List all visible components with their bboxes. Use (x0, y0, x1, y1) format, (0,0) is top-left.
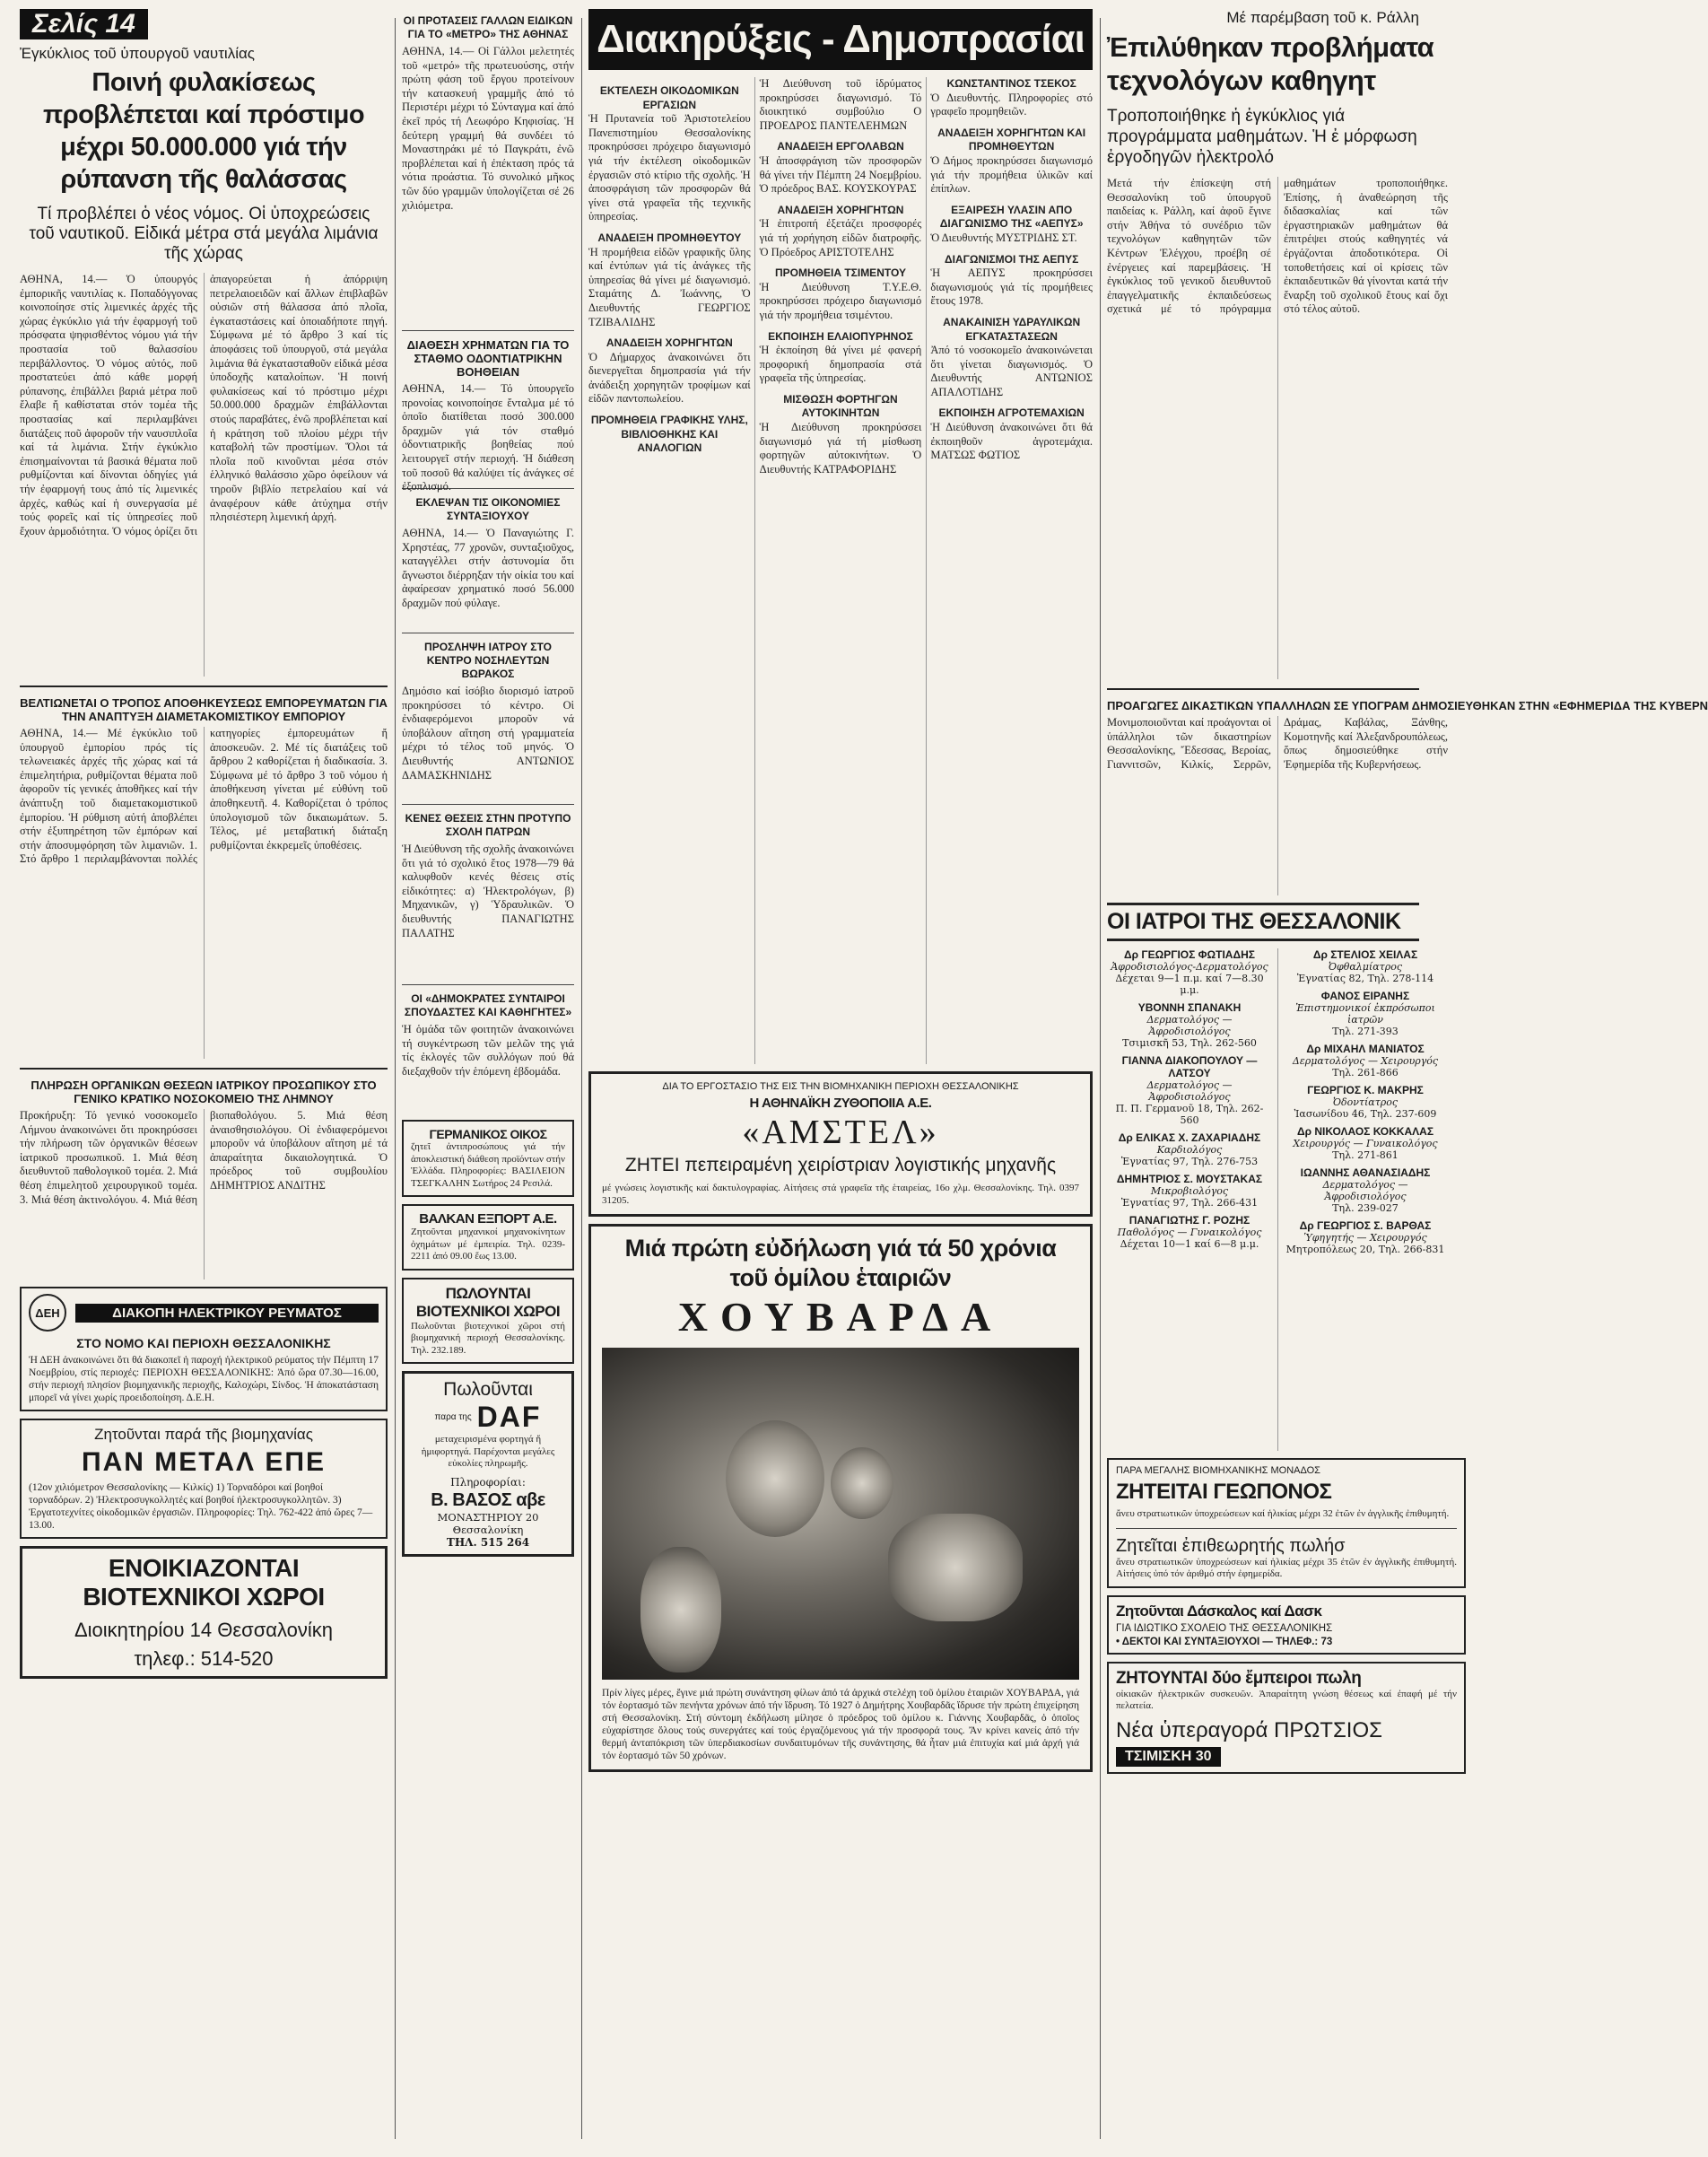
page-logo: Σελίς 14 (20, 9, 148, 39)
notice-text: Ἡ ἐκποίηση θά γίνει μέ φανερή προφορική δημοπρασία στά γραφεῖα τῆς ὑπηρεσίας. (759, 344, 922, 385)
doctor-info: Ἐγνατίας 97, Τηλ. 266-431 (1120, 1197, 1259, 1209)
doctor-info: Τηλ. 239-027 (1332, 1202, 1399, 1214)
doctor-spec: Δερματολόγος — Ἀφροδισιολόγος (1146, 1014, 1233, 1037)
doctor-info: Τηλ. 271-861 (1332, 1149, 1399, 1161)
notice-2 (588, 231, 751, 329)
article-dental: ΑΘΗΝΑ, 14.— Τό ὑπουργεῖο προνοίας κοινοποίησε ἔνταλμα μέ τό ὁποῖο διατίθεται ποσό 300.000 δραχμῶν γιά τόν σταθμό ὀδοντιατρικῆς βοηθείας πού λειτουργεῖ στήν περιοχή. Ἡ διάθεση τοῦ ποσοῦ θά καλύψει τίς ἀνάγκες σέ ἐξοπλισμό. (402, 382, 574, 493)
shop-ad (1107, 1662, 1466, 1774)
german-house-title: ΓΕΡΜΑΝΙΚΟΣ ΟΙΚΟΣ (429, 1127, 547, 1141)
doctor-name: ΔΗΜΗΤΡΙΟΣ Σ. ΜΟΥΣΤΑΚΑΣ (1116, 1173, 1263, 1185)
doctor-spec: Μικροβιολόγος (1150, 1185, 1229, 1197)
doctor-entry (1107, 1054, 1272, 1126)
daf-ad (402, 1371, 574, 1557)
article-theft: ΑΘΗΝΑ, 14.— Ὁ Παναγιώτης Γ. Χρηστέας, 77 χρονῶν, συνταξιοῦχος, καταγγέλλει στήν ἀστυνομία ὅτι ἄγνωστοι διέρρηξαν τήν οἰκία του καί ἀφαίρεσαν χρηματικό ποσό 56.000 δραχμῶν πού φύλαγε. (402, 527, 574, 609)
doctor-entry (1107, 948, 1272, 996)
doctor-name: Δρ ΓΕΩΡΓΙΟΣ Σ. ΒΑΡΘΑΣ (1299, 1219, 1432, 1232)
headline-storage: ΒΕΛΤΙΩΝΕΤΑΙ Ο ΤΡΟΠΟΣ ΑΠΟΘΗΚΕΥΣΕΩΣ ΕΜΠΟΡΕΥΜΑΤΩΝ ΓΙΑ ΤΗΝ ΑΝΑΠΤΥΞΗ ΔΙΑΜΕΤΑΚΟΜΙΣΤΙΚΟΥ ΕΜΠΟΡΙΟΥ (20, 696, 388, 723)
doctor-spec: Ἐπιστημονικοί ἐκπρόσωποι ἰατρῶν (1295, 1002, 1435, 1026)
headline-theft: ΕΚΛΕΨΑΝ ΤΙΣ ΟΙΚΟΝΟΜΙΕΣ ΣΥΝΤΑΞΙΟΥΧΟΥ (415, 496, 561, 522)
notice-head: ΑΝΑΔΕΙΞΗ ΧΟΡΗΓΗΤΩΝ ΚΑΙ ΠΡΟΜΗΘΕΥΤΩΝ (937, 126, 1086, 153)
teachers-sub: ΓΙΑ ΙΔΙΩΤΙΚΟ ΣΧΟΛΕΙΟ ΤΗΣ ΘΕΣΣΑΛΟΝΙΚΗΣ (1116, 1622, 1333, 1634)
notice-11 (930, 127, 1093, 196)
supervisor-text: ἄνευ στρατιωτικῶν ὑποχρεώσεων καί ἡλικίας μέχρι 35 ἐτῶν ἐν ἀγγλικῆς ἐπιθυμητή. Αἰτήσεις ὑπό τόν ἀριθμό στήν ἐφημερίδα. (1116, 1556, 1457, 1579)
german-house-text: ζητεῖ ἀντιπροσώπους γιά τήν ἀποκλειστική διάθεση προϊόντων στήν Ἑλλάδα. Πληροφορίες: ΒΑΣΙΛΕΙΟΝ ΤΣΕΓΚΑΛΗΝ Σωτήρος 24 Ρεσιλά. (411, 1141, 565, 1189)
amstel-text: μέ γνώσεις λογιστικῆς καί δακτυλογραφίας. Αἰτήσεις στά γραφεῖα τῆς ἑταιρείας, 16ο χλμ. Θεσσαλονίκης. Τηλ. 0397 31205. (602, 1183, 1079, 1206)
notice-head: ΕΞΑΙΡΕΣΗ ΥΛΑΣΙΝ ΑΠΟ ΔΙΑΓΩΝΙΣΜΟ ΤΗΣ «ΑΕΠΥΣ» (939, 203, 1084, 231)
article-metro: ΑΘΗΝΑ, 14.— Οἱ Γάλλοι μελετητές τοῦ «μετρό» τῆς πρωτευούσης, στήν πρώτη φάση τοῦ ἔργου προτείνουν τήν κατασκευή γραμμῆς ἀπό τό Περιστέρι μέχρι τό Σύνταγμα καί ἀπό ἐκεῖ πρός τή Λεωφόρο Κηφισίας. Ἡ δεύτερη γραμμή θά συνδέει τό Μοναστηράκι μέ τό Παγκράτι, ἐνῶ προβλέπεται καί ἡ ἐπέκταση πρός τά νότια προάστια. Τό συνολικό μῆκος τῶν δύο γραμμῶν ὑπολογίζεται σέ 26 χιλιόμετρα. (402, 45, 574, 212)
notice-text: Ἡ ἀποσφράγιση τῶν προσφορῶν θά γίνει τήν Πέμπτη 24 Νοεμβρίου. Ὁ πρόεδρος ΒΑΣ. ΚΟΥΣΚΟΥΡΑΣ (759, 153, 922, 196)
doctor-entry (1283, 1084, 1448, 1120)
amstel-brand: «ΑΜΣΤΕΛ» (742, 1113, 939, 1151)
doctor-entry (1283, 990, 1448, 1037)
panmetal-text: (12ον χιλιόμετρον Θεσσαλονίκης — Κιλκίς) 1) Τορναδόροι καί βοηθοί τορναδόρων. 2) Ἠλεκτροσυγκολλητές καί βοηθοί ἠλεκτροσυγκολλητῶν. 3) Ἐργατοτεχνίτες οἰκοδομικῶν ἐργασιῶν. Πληροφορίες: Τηλ. 762-422 ἀπό ὥρες 7—13.00. (29, 1482, 373, 1531)
daf-phone: ΤΗΛ. 515 264 (446, 1535, 530, 1549)
doctor-info: Μητροπόλεως 20, Τηλ. 266-831 (1285, 1244, 1445, 1255)
right-headline: Ἐπιλύθηκαν προβλήματα τεχνολόγων καθηγητ (1107, 31, 1434, 96)
notice-head: ΑΝΑΚΑΙΝΙΣΗ ΥΔΡΑΥΛΙΚΩΝ ΕΓΚΑΤΑΣΤΑΣΕΩΝ (943, 315, 1081, 343)
doctor-entry (1107, 1214, 1272, 1250)
amstel-ad (588, 1071, 1093, 1217)
midleft-column (402, 9, 574, 1564)
doctor-entry (1107, 1131, 1272, 1167)
doctor-info: Δέχεται 9—1 π.μ. καί 7—8.30 μ.μ. (1115, 973, 1264, 996)
amstel-ask: ΖΗΤΕΙ πεπειραμένη χειρίστριαν λογιστικής μηχανῆς (624, 1155, 1057, 1175)
daf-lead: Πωλοῦνται (443, 1379, 533, 1400)
doctor-info: Τηλ. 271-393 (1332, 1026, 1399, 1037)
headline-lemnos: ΠΛΗΡΩΣΗ ΟΡΓΑΝΙΚΩΝ ΘΕΣΕΩΝ ΙΑΤΡΙΚΟΥ ΠΡΟΣΩΠΙΚΟΥ ΣΤΟ ΓΕΝΙΚΟ ΚΡΑΤΙΚΟ ΝΟΣΟΚΟΜΕΙΟ ΤΗΣ ΛΗΜΝΟΥ (30, 1078, 377, 1105)
doctors-directory (1107, 948, 1448, 1451)
houvarda-text: Πρίν λίγες μέρες, ἔγινε μιά πρώτη συνάντηση φίλων ἀπό τά ἀρχικά στελέχη τοῦ ὁμίλου ἑταιριῶν ΧΟΥΒΑΡΔΑ, γιά τόν ἑορτασμό τῶν πενήντα χρόνων ἀπό τήν ἵδρυση. Τό 1927 ὁ Δημήτρης Χουβαρδᾶς ἵδρυσε τήν πρώτη ἐπιχείρηση στή Θεσσαλονίκη. Στή σύντομη ἐκδήλωση μίλησε ὁ πρόεδρος τοῦ ὁμίλου κ. Γιάννης Χουβαρδᾶς, ὁ ὁποῖος εὐχαρίστησε ὅλους τούς συνεργάτες καί τούς ἐργαζόμενους γιά τήν προσφορά τους. Ἄν κρίνει κανείς ἀπό τήν θερμή ἀνταπόκριση τῶν ὑπερδιακοσίων συνδαιτυμόνων τῆς συνάντησης, θά ἦταν μιά ἐπιτυχία καί μιά ἀρχή γιά τόν ἑορτασμό τῶν 50 χρόνων. (602, 1688, 1079, 1761)
doctor-spec: Ὀφθαλμίατρος (1329, 961, 1402, 973)
doctor-info: Ἐγνατίας 82, Τηλ. 278-114 (1296, 973, 1434, 984)
notice-head: ΚΩΝΣΤΑΝΤΙΝΟΣ ΤΣΕΚΟΣ (946, 77, 1076, 90)
doctor-spec: Δερματολόγος — Ἀφροδισιολόγος (1322, 1179, 1408, 1202)
headline-doctor-hire: ΠΡΟΣΛΗΨΗ ΙΑΤΡΟΥ ΣΤΟ ΚΕΝΤΡΟ ΝΟΣΗΛΕΥΤΩΝ ΒΩΡΑΚΟΣ (424, 641, 552, 680)
rent-ad (20, 1546, 388, 1679)
doctor-spec: Χειρουργός — Γυναικολόγος (1293, 1138, 1438, 1149)
daf-from: παρα της (434, 1412, 472, 1422)
notice-head: ΠΡΟΜΗΘΕΙΑ ΤΣΙΜΕΝΤΟΥ (774, 266, 906, 280)
notice-text: Ἡ Διεύθυνση προκηρύσσει διαγωνισμό γιά τή μίσθωση φορτηγῶν αὐτοκινήτων. Ὁ Διευθυντής ΚΑΤΡΑΦΟΡΙΔΗΣ (759, 421, 922, 476)
rent-phone: τηλεφ.: 514-520 (134, 1647, 274, 1670)
doctor-entry (1283, 1166, 1448, 1214)
kicker: Ἐγκύκλιος τοῦ ὑπουργοῦ ναυτιλίας (20, 45, 255, 62)
notice-3 (588, 336, 751, 406)
doctor-spec: Παθολόγος — Γυναικολόγος (1117, 1227, 1262, 1238)
notice-10 (930, 77, 1093, 119)
panmetal-lead: Ζητοῦνται παρά τῆς βιομηχανίας (94, 1426, 313, 1443)
notice-head: ΜΙΣΘΩΣΗ ΦΟΡΤΗΓΩΝ ΑΥΤΟΚΙΝΗΤΩΝ (783, 392, 898, 420)
daf-brand: DAF (476, 1401, 542, 1433)
headline-metro: ΟΙ ΠΡΟΤΑΣΕΙΣ ΓΑΛΛΩΝ ΕΙΔΙΚΩΝ ΓΙΑ ΤΟ «ΜΕΤΡΟ» ΤΗΣ ΑΘΗΝΑΣ (403, 14, 573, 40)
valkan-text: Ζητοῦνται μηχανικοί μηχανοκίνητων ὀχημάτων μέ ἐμπειρία. Τηλ. 0239-2211 ἀπό 09.00 ἕως 13.00. (411, 1227, 565, 1262)
notice-text: Ἡ Διεύθυνση Τ.Υ.Ε.Θ. προκηρύσσει πρόχειρο διαγωνισμό γιά τήν προμήθεια τσιμέντου. (759, 280, 922, 321)
doctors-title: ΟΙ ΙΑΤΡΟΙ ΤΗΣ ΘΕΣΣΑΛΟΝΙΚ (1107, 903, 1419, 941)
doctor-entry (1283, 1043, 1448, 1078)
headline-students: ΟΙ «ΔΗΜΟΚΡΑΤΕΣ ΣΥΝΤΑΙΡΟΙ ΣΠΟΥΔΑΣΤΕΣ ΚΑΙ ΚΑΘΗΓΗΤΕΣ» (404, 992, 572, 1018)
notice-head: ΕΚΤΕΛΕΣΗ ΟΙΚΟΔΟΜΙΚΩΝ ΕΡΓΑΣΙΩΝ (599, 84, 739, 111)
article-storage: ΑΘΗΝΑ, 14.— Μέ ἐγκύκλιο τοῦ ὑπουργοῦ ἐμπορίου πρός τίς τελωνειακές ἀρχές τῆς χώρας καί τά ἐπιμελητήρια, ρυθμίζονται θέματα ποῦ ἀφοροῦν τίς γενικές ἀποθῆκες καί τήν ἀνάπτυξη τοῦ διαμετακομιστικοῦ ἐμπορίου. Ἡ ρύθμιση αὐτή ἀποβλέπει στήν ἐξυπηρέτηση τῶν ἐμπόρων καί στήν ἀποσυμφόρηση τῶν λιμανιῶν. 1. Στό ἄρθρο 1 περιλαμβάνονται πολλές κατηγορίες ἐμπορευμάτων ἤ ἀποσκευῶν. 2. Μέ τίς διατάξεις τοῦ ἄρθρου 2 καθορίζεται ἡ διαδικασία. 3. Σύμφωνα μέ τό ἄρθρο 3 τοῦ νόμου ἡ ἀποθήκευση γίνεται μέ εὐθύνη τοῦ ἀποθηκευτῆ. 4. Καθορίζεται ὁ τρόπος ὑπολογισμοῦ τῶν δικαιωμάτων. 5. Τέλος, μέ μεταβατική διάταξη ρυθμίζονται ἐκκρεμεῖς ὑποθέσεις. (20, 727, 388, 866)
notice-head: ΑΝΑΔΕΙΞΗ ΧΟΡΗΓΗΤΩΝ (777, 203, 904, 216)
notice-text: Ἡ ΑΕΠΥΣ προκηρύσσει διαγωνισμούς γιά τίς προμήθειες ἔτους 1978. (930, 266, 1093, 308)
doctor-info: Δέχεται 10—1 καί 6—8 μ.μ. (1120, 1238, 1259, 1250)
doctor-entry (1283, 1219, 1448, 1255)
agronomist-ask: ΖΗΤΕΙΤΑΙ ΓΕΩΠΟΝΟΣ (1116, 1480, 1332, 1504)
teachers-ad (1107, 1595, 1466, 1655)
german-house-ad (402, 1120, 574, 1197)
panmetal-name: ΠΑΝ ΜΕΤΑΛ ΕΠΕ (81, 1447, 327, 1477)
right-kicker: Μέ παρέμβαση τοῦ κ. Ράλλη (1226, 9, 1419, 26)
notice-9 (760, 393, 922, 477)
event-photo (602, 1348, 1079, 1680)
notice-12 (930, 204, 1093, 246)
article-pollution: ΑΘΗΝΑ, 14.— Ὁ ὑπουργός ἐμπορικῆς ναυτιλίας κ. Ποπαδόγγονας κοινοποίησε στίς λιμενικές ἀρχές τῆς χώρας ἐγκύκλιο γιά τήν ἐφαρμογή τοῦ πρόσφατα ψηφισθέντος νόμου γιά τήν προστασία τοῦ θαλασσίου περιβάλλοντος. Ὁ νόμος αὐτός, ποῦ προστατεύει ἀπό κάθε μορφή ρύπανσης, ἐπιβάλλει βαριά μέτρα ποῦ ἔλαβε ἤ καθίσταται στόν τομέα τῆς προστασίας καί περιλαμβάνει διατάξεις ποῦ ἀφοροῦν τήν ναυσιπλοΐα καί τά λιμάνια. Στήν ἐγκύκλιο ἐπισημαίνονται τά βασικά θέματα ποῦ ρυθμίζονται καί δίνονται ὁδηγίες γιά τήν ἐφαρμογή τους ἀπό τίς λιμενικές ἀρχές, καθώς καί ἡ συνεργασία μέ τούς φορεῖς καί τίς ὑπηρεσίες ποῦ ἔχουν ἁρμοδιότητα. Ὁ νόμος ὁρίζει ὅτι ἀπαγορεύεται ἡ ἀπόρριψη πετρελαιοειδῶν καί ἄλλων ἐπιβλαβῶν οὐσιῶν στή θάλασσα ἀπό πλοῖα, ἐγκαταστάσεις καί ὁποιαδήποτε πηγή. Σύμφωνα μέ τό ἄρθρο 3 καί τίς ἀποφάσεις τοῦ ὑπουργοῦ, στά μεγάλα λιμάνια θά ἐγκατασταθοῦν εἰδικά μέσα ὑποδοχῆς καταλοίπων. Ἡ ποινή φυλακίσεως καί τό πρόστιμο μέχρι 50.000.000 δραχμῶν ἐπιβάλλονται στούς παραβάτες, ἐνῶ προβλέπεται καί ἡ κράτηση τοῦ πλοίου μέχρι τήν καταβολή τῶν προστίμων. Ὅλοι τά πλοῖα ποῦ κινοῦνται μέσα στόν ἑλληνικό θαλάσσιο χῶρο ὀφείλουν νά τηροῦν βιβλίο πετρελαίου καί νά ἀναφέρουν κάθε ἀτύχημα στήν πλησιέστερη λιμενική ἀρχή. (20, 273, 388, 537)
deck: Τί προβλέπει ὁ νέος νόμος. Οἱ ὑποχρεώσεις τοῦ ναυτικοῦ. Εἰδικά μέτρα στά μεγάλα λιμάνια τῆς χώρας (29, 205, 379, 263)
notice-head: ΔΙΑΓΩΝΙΣΜΟΙ ΤΗΣ ΑΕΠΥΣ (944, 252, 1079, 266)
notice-text: Ἡ προμήθεια εἰδῶν γραφικῆς ὕλης καί ἐντύπων γιά τίς ἀνάγκες τῆς ὑπηρεσίας θά γίνει μέ διαγωνισμό. Σταμάτης Δ. Ἰωάννης, Ὁ Διευθυντής ΓΕΩΡΓΙΟΣ ΤΖΙΒΑΛΙΔΗΣ (588, 245, 751, 328)
doctor-name: Δρ ΜΙΧΑΗΛ ΜΑΝΙΑΤΟΣ (1306, 1043, 1425, 1055)
agronomist-lead: ΠΑΡΑ ΜΕΓΑΛΗΣ ΒΙΟΜΗΧΑΝΙΚΗΣ ΜΟΝΑΔΟΣ (1116, 1465, 1320, 1476)
notice-15 (930, 406, 1093, 462)
daf-contact: Πληροφορίαι: (450, 1475, 526, 1489)
doctor-name: ΓΕΩΡΓΙΟΣ Κ. ΜΑΚΡΗΣ (1307, 1084, 1424, 1096)
doctor-entry (1107, 1001, 1272, 1049)
notice-head: ΠΡΟΜΗΘΕΙΑ ΓΡΑΦΙΚΗΣ ΥΛΗΣ, ΒΙΒΛΙΟΘΗΚΗΣ ΚΑΙ ΑΝΑΛΟΓΙΩΝ (590, 414, 748, 455)
notice-text: Ὁ Δήμος προκηρύσσει διαγωνισμό γιά τήν προμήθεια ὑλικῶν καί ἐπίπλων. (930, 153, 1093, 196)
daf-address: ΜΟΝΑΣΤΗΡΙΟΥ 20 Θεσσαλονίκη (437, 1510, 539, 1536)
doctor-name: Δρ ΣΤΕΛΙΟΣ ΧΕΙΛΑΣ (1312, 948, 1418, 961)
right-column (1107, 9, 1708, 2148)
notice-14 (930, 316, 1093, 400)
notice-text: Ὁ Διευθυντής. Πληροφορίες στό γραφεῖο προμηθειῶν. (930, 91, 1093, 118)
workshop-sale-title: ΠΩΛΟΥΝΤΑΙ ΒΙΟΤΕΧΝΙΚΟΙ ΧΩΡΟΙ (415, 1284, 561, 1320)
article-doctor-hire: Δημόσιο καί ἰσόβιο διορισμό ἰατροῦ προκηρύσσει τό κέντρο. Οἱ ἐνδιαφερόμενοι μποροῦν νά ὑποβάλουν αἴτηση στή γραμματεία μέχρι τό τέλος τοῦ μηνός. Ὁ Διευθυντής ΑΝΤΩΝΙΟΣ ΔΑΜΑΣΚΗΝΙΔΗΣ (402, 685, 574, 782)
headline-clerks: ΠΡΟΑΓΩΓΕΣ ΔΙΚΑΣΤΙΚΩΝ ΥΠΑΛΛΗΛΩΝ ΣΕ ΥΠΟΓΡΑΜ ΔΗΜΟΣΙΕΥΘΗΚΑΝ ΣΤΗΝ «ΕΦΗΜΕΡΙΔΑ ΤΗΣ ΚΥΒΕΡΝ (1107, 699, 1708, 712)
rent-address: Διοικητηρίου 14 Θεσσαλονίκη (74, 1619, 334, 1641)
doctor-spec: Ἀφροδισιολόγος-Δερματολόγος (1111, 961, 1268, 973)
notice-head: ΕΚΠΟΙΗΣΗ ΕΛΑΙΟΠΥΡΗΝΟΣ (768, 329, 913, 343)
shop-brand: Νέα ὑπεραγορά ΠΡΩΤΣΙΟΣ (1116, 1717, 1382, 1742)
doctor-spec: Δερματολόγος — Ἀφροδισιολόγος (1146, 1079, 1233, 1103)
notice-1 (588, 84, 751, 224)
valkan-ad (402, 1204, 574, 1271)
workshop-sale-ad (402, 1278, 574, 1365)
valkan-title: ΒΑΛΚΑΝ ΕΞΠΟΡΤ Α.Ε. (419, 1211, 557, 1227)
doctor-name: ΠΑΝΑΓΙΩΤΗΣ Γ. ΡΟΖΗΣ (1128, 1214, 1250, 1227)
agronomist-text: ἄνευ στρατιωτικῶν ὑποχρεώσεων καί ἡλικίας μέχρι 32 ἐτῶν ἐν ἀγγλικῆς ἐπιθυμητή. (1116, 1508, 1450, 1519)
agronomist-ad (1107, 1458, 1466, 1588)
notice-text: Ἡ Διεύθυνση τοῦ ἱδρύματος προκηρύσσει διαγωνισμό. Τό διοικητικό συμβούλιο Ο ΠΡΟΕΔΡΟΣ ΠΑΝΤΕΛΕΗΜΩΝ (759, 77, 922, 132)
workshop-sale-text: Πωλοῦνται βιοτεχνικοί χῶροι στή βιομηχανική περιοχή Θεσσαλονίκης. Τηλ. 232.189. (411, 1320, 565, 1356)
doctor-name: Δρ ΕΛΙΚΑΣ Χ. ΖΑΧΑΡΙΑΔΗΣ (1118, 1131, 1261, 1144)
doctor-entry (1107, 1173, 1272, 1209)
tenders-banner: Διακηρύξεις - Δημοπρασίαι (588, 9, 1093, 70)
shop-address: ΤΣΙΜΙΣΚΗ 30 (1116, 1747, 1221, 1767)
notice-7 (760, 266, 922, 322)
doctor-spec: Ὑφηγητής — Χειρουργός (1303, 1232, 1427, 1244)
dei-notice (20, 1287, 388, 1411)
article-teachers: Μετά τήν ἐπίσκεψη στή Θεσσαλονίκη τοῦ ὑπουργοῦ παιδείας κ. Ράλλη, καί ἀφοῦ ἔγινε στήν Ἀθήνα τό συνέδριο τῶν τεχνολόγων καθηγητῶν τῶν Κέντρων Ἐλέγχου, προέβη σέ ἐνέργειες καί παρεμβάσεις. Ἡ ἐγκύκλιος τοῦ γενικοῦ διευθυντοῦ ἐπαγγελματικῆς ἐκπαιδεύσεως σχετικά μέ τό πρόγραμμα μαθημάτων τροποποιήθηκε. Ἐπίσης, ἡ ἀναθεώρηση τῆς διδασκαλίας καί τῶν ἐργαστηριακῶν μαθημάτων θά ἐπιτρέψει στούς καθηγητές νά ἐργάζονται ἀποδοτικότερα. Οἱ τοποθετήσεις καί οἱ κρίσεις τῶν ἐκπαιδευτικῶν θά γίνονται κατά τήν ἔναρξη τοῦ σχολικοῦ ἔτους καί ὄχι στό τέλος αὐτοῦ. (1107, 177, 1448, 316)
amstel-lead: ΔΙΑ ΤΟ ΕΡΓΟΣΤΑΣΙΟ ΤΗΣ ΕΙΣ ΤΗΝ ΒΙΟΜΗΧΑΝΙΚΗ ΠΕΡΙΟΧΗ ΘΕΣΣΑΛΟΝΙΚΗΣ (662, 1081, 1019, 1092)
doctor-entry (1283, 948, 1448, 984)
dei-subtitle: ΣΤΟ ΝΟΜΟ ΚΑΙ ΠΕΡΙΟΧΗ ΘΕΣΣΑΛΟΝΙΚΗΣ (76, 1336, 331, 1350)
notice-text: Ἡ Διεύθυνση ἀνακοινώνει ὅτι θά ἐκποιηθοῦν ἀγροτεμάχια. ΜΑΤΣΩΣ ΦΩΤΙΟΣ (930, 421, 1093, 462)
doctor-spec: Καρδιολόγος (1156, 1144, 1223, 1156)
doctor-info: Ἐγνατίας 97, Τηλ. 276-753 (1120, 1156, 1259, 1167)
notice-head: ΑΝΑΔΕΙΞΗ ΧΟΡΗΓΗΤΩΝ (606, 336, 733, 350)
article-lemnos: Προκήρυξη: Τό γενικό νοσοκομεῖο Λήμνου ἀνακοινώνει ὅτι προκηρύσσει τήν πλήρωση τῶν ὀργανικῶν θέσεων ἰατρικοῦ προσωπικοῦ. 1. Μιά θέση διευθυντοῦ παθολογικοῦ τομέα. 2. Μιά θέση ἐπιμελητοῦ χειρουργικοῦ τομέα. 3. Μιά θέση ἀκτινολόγου. 4. Μιά θέση βιοπαθολόγου. 5. Μιά θέση ἀναισθησιολόγου. Οἱ ἐνδιαφερόμενοι μποροῦν νά ὑποβάλουν αἴτηση μέ τά ἀπαραίτητα δικαιολογητικά. Ὁ πρόεδρος τοῦ συμβουλίου ΔΗΜΗΤΡΙΟΣ ΑΝΔΙΤΗΣ (20, 1109, 388, 1206)
notice-text: Ἡ Πρυτανεία τοῦ Ἀριστοτελείου Πανεπιστημίου Θεσσαλονίκης προκηρύσσει πρόχειρο διαγωνισμό γιά τήν ἐκτέλεση οἰκοδομικῶν ἐργασιῶν στό κτίριο τῆς σχολῆς. Ἡ ἀποσφράγιση τῶν προσφορῶν θά γίνει στά γραφεῖα τῆς τεχνικῆς ὑπηρεσίας. (588, 112, 751, 223)
daf-text: μεταχειρισμένα φορτηγά ἤ ἡμιφορτηγά. Παρέχονται μεγάλες εὐκολίες πληρωμῆς. (421, 1434, 555, 1469)
doctor-info: Π. Π. Γερμανοῦ 18, Τηλ. 262-560 (1115, 1103, 1264, 1126)
houvarda-mid: τοῦ ὁμίλου ἑταιριῶν (729, 1264, 952, 1291)
doctor-name: ΦΑΝΟΣ ΕΙΡΑΝΗΣ (1320, 990, 1410, 1002)
notice-text: Ἀπό τό νοσοκομεῖο ἀνακοινώνεται ὅτι γίνεται διαγωνισμός. Ὁ Διευθυντής ΑΝΤΩΝΙΟΣ ΑΠΑΛΟΤΙΔΗΣ (930, 344, 1093, 398)
notice-head: ΑΝΑΔΕΙΞΗ ΠΡΟΜΗΘΕΥΤΟΥ (597, 231, 742, 244)
left-column (20, 9, 388, 1686)
dei-title: ΔΙΑΚΟΠΗ ΗΛΕΚΤΡΙΚΟΥ ΡΕΥΜΑΤΟΣ (75, 1304, 379, 1323)
doctor-info: Τσιμισκῆ 53, Τηλ. 262-560 (1122, 1037, 1257, 1049)
doctor-name: Δρ ΓΕΩΡΓΙΟΣ ΦΩΤΙΑΔΗΣ (1124, 948, 1255, 961)
main-headline: Ποινή φυλακίσεως προβλέπεται καί πρόστιμο μέχρι 50.000.000 γιά τήν ρύπανση τῆς θαλάσσας (42, 68, 365, 194)
notice-8 (760, 330, 922, 386)
notice-6 (760, 204, 922, 259)
newspaper-page (20, 9, 1708, 2148)
notice-head: ΕΚΠΟΙΗΣΗ ΑΓΡΟΤΕΜΑΧΙΩΝ (938, 406, 1085, 420)
doctor-name: ΙΩΑΝΝΗΣ ΑΘΑΝΑΣΙΑΔΗΣ (1300, 1166, 1431, 1179)
headline-dental: ΔΙΑΘΕΣΗ ΧΡΗΜΑΤΩΝ ΓΙΑ ΤΟ ΣΤΑΘΜΟ ΟΔΟΝΤΙΑΤΡΙΚΗΝ ΒΟΗΘΕΙΑΝ (406, 338, 570, 379)
center-section (588, 9, 1093, 1779)
doctor-info: Ἰασωνίδου 46, Τηλ. 237-609 (1294, 1108, 1437, 1120)
teachers-phone: • ΔΕΚΤΟΙ ΚΑΙ ΣΥΝΤΑΞΙΟΥΧΟΙ — ΤΗΛΕΦ.: 73 (1116, 1636, 1333, 1647)
doctor-name: Δρ ΝΙΚΟΛΑΟΣ ΚΟΚΚΑΛΑΣ (1296, 1125, 1434, 1138)
notice-text: Ὁ Δήμαρχος ἀνακοινώνει ὅτι διενεργεῖται δημοπρασία γιά τήν ἀνάδειξη χορηγητῶν τροφίμων καί εἰδῶν παντοπωλείου. (588, 350, 751, 406)
houvarda-feature (588, 1224, 1093, 1772)
article-students: Ἡ ὁμάδα τῶν φοιτητῶν ἀνακοινώνει τή συγκέντρωση τῶν μελῶν της γιά τίς ἐκλογές τῶν συλλόγων πού θά διεξαχθοῦν τήν ἑπόμενη ἑβδομάδα. (402, 1023, 574, 1078)
houvarda-pre: Μιά πρώτη εὐδήλωση γιά τά 50 χρόνια (624, 1235, 1057, 1262)
amstel-company: Η ΑΘΗΝΑΪΚΗ ΖΥΘΟΠΟΙΙΑ Α.Ε. (749, 1096, 932, 1111)
dei-logo-icon: ΔΕΗ (29, 1294, 66, 1332)
doctor-spec: Ὀδοντίατρος (1332, 1096, 1399, 1108)
rent-title: ΕΝΟΙΚΙΑΖΟΝΤΑΙ ΒΙΟΤΕΧΝΙΚΟΙ ΧΩΡΟΙ (83, 1554, 325, 1611)
right-deck: Τροποποιήθηκε ἡ ἐγκύκλιος γιά προγράμματα μαθημάτων. Ἡ ἐ μόρφωση ἐργοδηγῶν ἠλεκτρολό (1107, 107, 1417, 167)
doctor-name: ΥΒΟΝΝΗ ΣΠΑΝΑΚΗ (1137, 1001, 1242, 1014)
shop-text: οἰκιακῶν ἠλεκτρικῶν συσκευῶν. Ἀπαραίτητη γνώση θέσεως καί ἐπαφή μέ τήν πελατεία. (1116, 1688, 1457, 1711)
doctor-name: ΓΙΑΝΝΑ ΔΙΑΚΟΠΟΥΛΟΥ — ΛΑΤΣΟΥ (1121, 1054, 1258, 1079)
notice-13 (930, 253, 1093, 309)
article-clerks: Μονιμοποιοῦνται καί προάγονται οἱ ὑπάλληλοι τῶν δικαστηρίων Θεσσαλονίκης, Ἔδεσσας, Βεροίας, Γιαννιτσῶν, Κιλκίς, Σερρῶν, Δράμας, Καβάλας, Ξάνθης, Κομοτηνῆς καί Ἀλεξανδρουπόλεως, ὅπως δημοσιεύθηκε στήν Ἐφημερίδα τῆς Κυβερνήσεως. (1107, 716, 1448, 771)
notice-head: ΑΝΑΔΕΙΞΗ ΕΡΓΟΛΑΒΩΝ (777, 140, 904, 153)
notice-text: Ἡ ἐπιτροπή ἐξετάζει προσφορές γιά τή χορήγηση εἰδῶν διατροφῆς. Ὁ Πρόεδρος ΑΡΙΣΤΟΤΕΛΗΣ (759, 217, 922, 258)
doctor-entry (1283, 1125, 1448, 1161)
article-patras-school: Ἡ Διεύθυνση τῆς σχολῆς ἀνακοινώνει ὅτι γιά τό σχολικό ἔτος 1978—79 θά καλυφθοῦν κενές θέσεις στίς εἰδικότητες: α) Ἠλεκτρολόγων, β) Μηχανικῶν, γ) Ὑδραυλικῶν. Ὁ διευθυντής ΠΑΝΑΓΙΩΤΗΣ ΠΑΛΑΤΗΣ (402, 843, 574, 939)
panmetal-ad (20, 1419, 388, 1539)
houvarda-name: ΧΟΥΒΑΡΔΑ (677, 1294, 1004, 1340)
supervisor-ask: Ζητεῖται ἐπιθεωρητής πωλήσ (1116, 1535, 1346, 1556)
headline-patras-school: ΚΕΝΕΣ ΘΕΣΕΙΣ ΣΤΗΝ ΠΡΟΤΥΠΟ ΣΧΟΛΗ ΠΑΤΡΩΝ (405, 812, 571, 838)
doctor-spec: Δερματολόγος — Χειρουργός (1292, 1055, 1439, 1067)
shop-ask: ΖΗΤΟΥΝΤΑΙ δύο ἔμπειροι πωλη (1116, 1668, 1362, 1688)
daf-firm: Β. ΒΑΣΟΣ αβε (431, 1489, 545, 1510)
tenders-notices (588, 77, 1093, 1064)
dei-text: Ἡ ΔΕΗ ἀνακοινώνει ὅτι θά διακοπεῖ ἡ παροχή ἠλεκτρικοῦ ρεύματος τήν Πέμπτη 17 Νοεμβρίου, στίς περιοχές: ΠΕΡΙΟΧΗ ΘΕΣΣΑΛΟΝΙΚΗΣ: Ἀπό ὥρα 07.30—16.00, στήν περιοχή πλησίον βιομηχανικῆς περιοχῆς, Καλοχώρι, Σίνδος. Ἡ ἀποκατάσταση μπορεῖ νά γίνει χωρίς προειδοποίηση. Δ.Ε.Η. (29, 1355, 379, 1403)
teachers-ask: Ζητοῦνται Δάσκαλος καί Δασκ (1116, 1602, 1322, 1620)
notice-text: Ὁ Διευθυντής ΜΥΣΤΡΙΔΗΣ ΣΤ. (930, 231, 1077, 244)
doctor-info: Τηλ. 261-866 (1332, 1067, 1399, 1078)
notice-5 (760, 140, 922, 196)
